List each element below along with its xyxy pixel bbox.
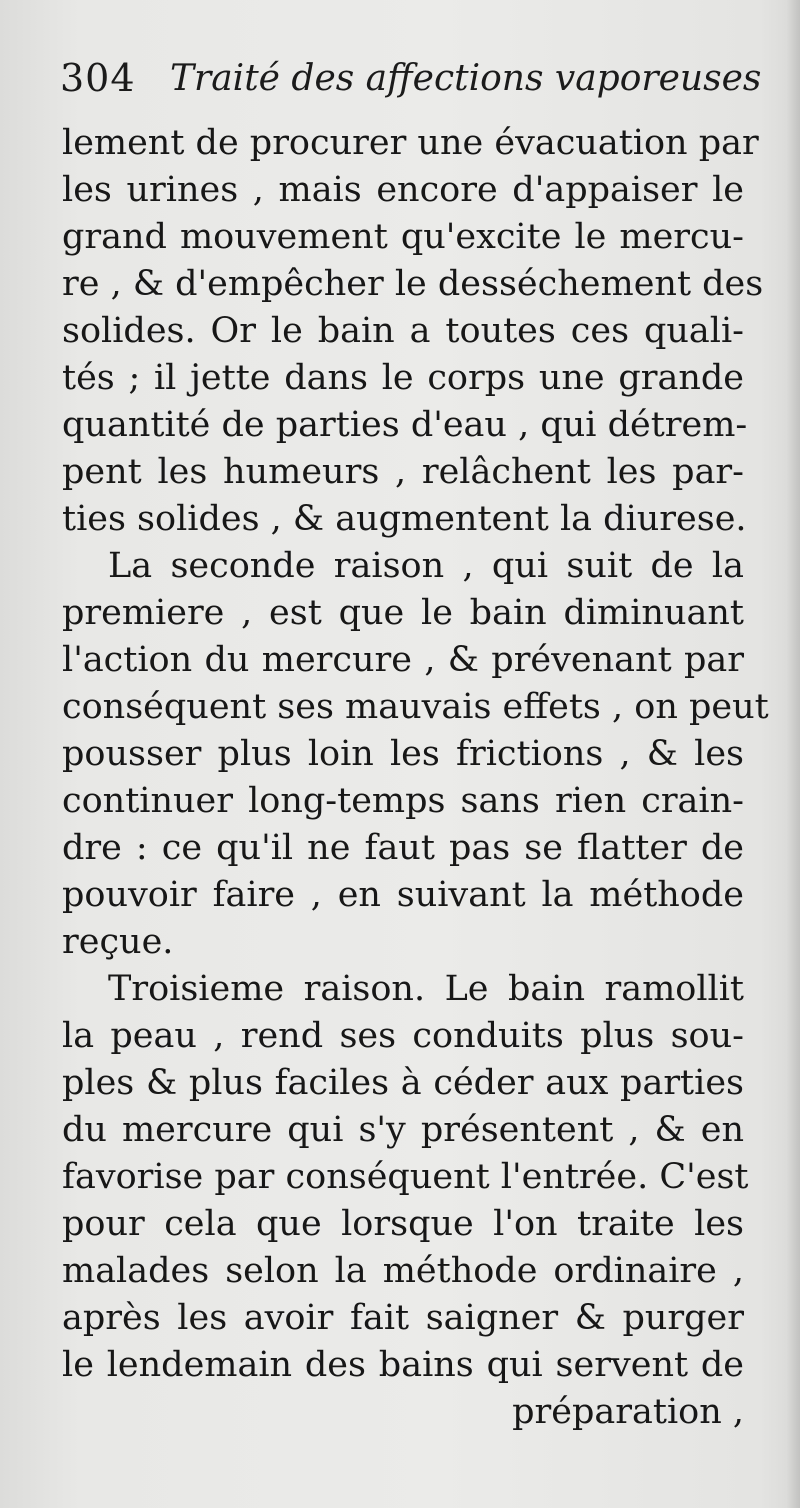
text-line: pent les humeurs , relâchent les par-: [62, 452, 744, 492]
text-line: après les avoir fait saigner & purger: [62, 1298, 744, 1338]
text-line: re , & d'empêcher le desséchement des: [62, 264, 764, 304]
running-title: Traité des affections vaporeuses: [170, 58, 762, 99]
text-line: tés ; il jette dans le corps une grande: [62, 358, 744, 398]
text-line: conséquent ses mauvais effets , on peut: [62, 687, 769, 727]
text-line: la peau , rend ses conduits plus sou-: [62, 1016, 744, 1056]
text-line: grand mouvement qu'excite le mercu-: [62, 217, 744, 257]
text-line: continuer long-temps sans rien crain-: [62, 781, 744, 821]
text-line: pour cela que lorsque l'on traite les: [62, 1204, 744, 1244]
paragraph-start-line: La seconde raison , qui suit de la: [108, 546, 744, 586]
text-line: le lendemain des bains qui servent de: [62, 1345, 744, 1385]
catchword: préparation ,: [512, 1392, 744, 1432]
text-line: premiere , est que le bain diminuant: [62, 593, 744, 633]
text-line: l'action du mercure , & prévenant par: [62, 640, 744, 680]
text-line: du mercure qui s'y présentent , & en: [62, 1110, 744, 1150]
body-text: [62, 120, 769, 1436]
paragraph-start-line: Troisieme raison. Le bain ramollit: [108, 969, 744, 1009]
text-line: dre : ce qu'il ne faut pas se flatter de: [62, 828, 744, 868]
text-line: malades selon la méthode ordinaire ,: [62, 1251, 744, 1291]
paragraph-end-line: reçue.: [62, 922, 174, 962]
page-header: [60, 50, 760, 104]
text-line: ples & plus faciles à céder aux parties: [62, 1063, 744, 1103]
paragraph-end-line: ties solides , & augmentent la diurese.: [62, 499, 747, 539]
text-line: lement de procurer une évacuation par: [62, 123, 759, 163]
text-line: pouvoir faire , en suivant la méthode: [62, 875, 744, 915]
text-line: favorise par conséquent l'entrée. C'est: [62, 1157, 749, 1197]
page-edge-shadow: [786, 0, 800, 1508]
text-line: les urines , mais encore d'appaiser le: [62, 170, 744, 210]
text-line: quantité de parties d'eau , qui détrem-: [62, 405, 748, 445]
text-line: pousser plus loin les frictions , & les: [62, 734, 744, 774]
text-line: solides. Or le bain a toutes ces quali-: [62, 311, 744, 351]
page-number: 304: [60, 56, 136, 100]
